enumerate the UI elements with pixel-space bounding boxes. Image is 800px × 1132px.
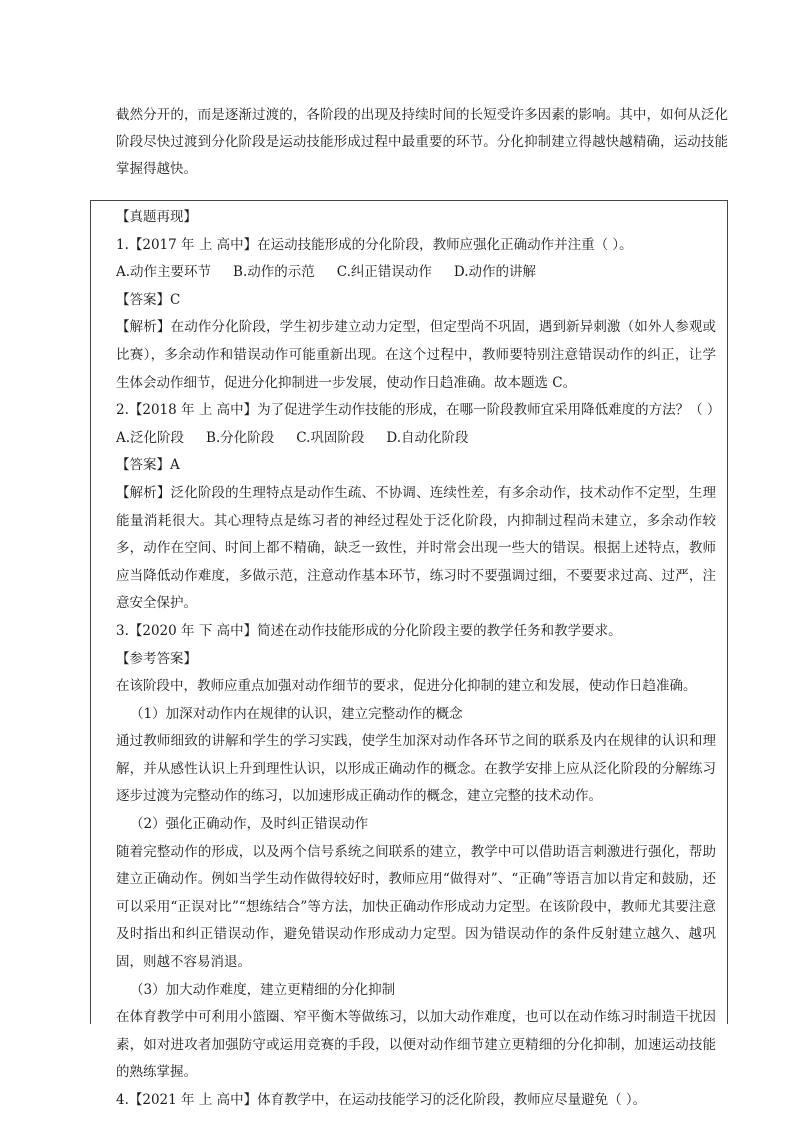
q2-stem: 2.【2018 年 上 高中】为了促进学生动作技能的形成，在哪一阶段教师宜采用降低难度的方法？（ ） [116, 402, 721, 419]
q1-option-a: A.动作主要环节 [116, 264, 212, 281]
q3-point2-title: （2）强化正确动作，及时纠正错误动作 [130, 816, 369, 833]
intro-paragraph [116, 102, 728, 183]
q2-option-c: C.巩固阶段 [296, 429, 365, 446]
q3-reference-label: 【参考答案】 [116, 650, 197, 667]
q3-point1-text: 通过教师细致的讲解和学生的学习实践，使学生加深对动作各环节之间的联系及内在规律的认识和理解，并从感性认识上升到理性认识，以形成正确动作的概念。在教学安排上应从泛化阶段的分解练习逐步过渡为完整动作的练习，以加速形成正确动作的概念，建立完整的技术动作。 [116, 733, 716, 805]
q2-answer: 【答案】A [116, 457, 180, 474]
q4-stem: 4.【2021 年 上 高中】体育教学中，在运动技能学习的泛化阶段，教师应尽量避免（ ）。 [116, 1092, 647, 1108]
q3-point3-title: （3）加大动作难度，建立更精细的分化抑制 [130, 981, 396, 998]
q1-analysis: 【解析】在动作分化阶段，学生初步建立动力定型，但定型尚不巩固，遇到新异刺激（如外人参观或比赛），多余动作和错误动作可能重新出现。在这个过程中，教师要特别注意错误动作的纠正，让学生体会动作细节，促进分化抑制进一步发展，使动作日趋准确。故本题选 C。 [116, 319, 716, 391]
q3-stem: 3.【2020 年 下 高中】简述在动作技能形成的分化阶段主要的教学任务和教学要求。 [116, 622, 622, 639]
q2-analysis: 【解析】泛化阶段的生理特点是动作生疏、不协调、连续性差，有多余动作，技术动作不定型，生理能量消耗很大。其心理特点是练习者的神经过程处于泛化阶段，内抑制过程尚未建立，多余动作较多，动作在空间、时间上都不精确，缺乏一致性，并时常会出现一些大的错误。根据上述特点，教师应当降低动作难度，多做示范，注意动作基本环节，练习时不要强调过细，不要要求过高、过严，注意安全保护。 [116, 484, 716, 612]
q3-point1-title: （1）加深对动作内在规律的认识，建立完整动作的概念 [130, 705, 463, 722]
q1-stem: 1.【2017 年 上 高中】在运动技能形成的分化阶段，教师应强化正确动作并注重（ ）。 [116, 236, 633, 253]
question-box-content [116, 204, 721, 1115]
q2-option-a: A.泛化阶段 [116, 429, 185, 446]
q1-option-d: D.动作的讲解 [453, 264, 537, 281]
q1-option-b: B.动作的示范 [233, 264, 315, 281]
q2-option-d: D.自动化阶段 [386, 429, 469, 446]
q1-option-c: C.纠正错误动作 [336, 264, 432, 281]
q2-option-b: B.分化阶段 [206, 429, 275, 446]
intro-text: 截然分开的，而是逐渐过渡的，各阶段的出现及持续时间的长短受许多因素的影响。其中，如何从泛化阶段尽快过渡到分化阶段是运动技能形成过程中最重要的环节。分化抑制建立得越快越精确，运动技能掌握得越快。 [116, 107, 728, 177]
q3-point3-text: 在体育教学中可利用小篮圈、窄平衡木等做练习，以加大动作难度，也可以在动作练习时制造干扰因素，如对进攻者加强防守或运用竞赛的手段，以便对动作细节建立更精细的分化抑制，加速运动技能的熟练掌握。 [116, 1009, 716, 1081]
q3-point2-text: 随着完整动作的形成，以及两个信号系统之间联系的建立，教学中可以借助语言刺激进行强化，帮助建立正确动作。例如当学生动作做得较好时，教师应用“做得对”、“正确”等语言加以肯定和鼓励，还可以采用“正误对比”“想练结合”等方法，加快正确动作形成动力定型。在该阶段中，教师尤其要注意及时指出和纠正错误动作，避免错误动作形成动力定型。因为错误动作的条件反射建立越久、越巩固，则越不容易消退。 [116, 843, 716, 971]
q2-options [116, 425, 716, 453]
q1-options [116, 259, 716, 287]
q3-reference-intro: 在该阶段中，教师应重点加强对动作细节的要求，促进分化抑制的建立和发展，使动作日趋准确。 [116, 678, 697, 695]
section-heading: 【真题再现】 [116, 209, 197, 225]
q1-answer: 【答案】C [116, 291, 181, 308]
